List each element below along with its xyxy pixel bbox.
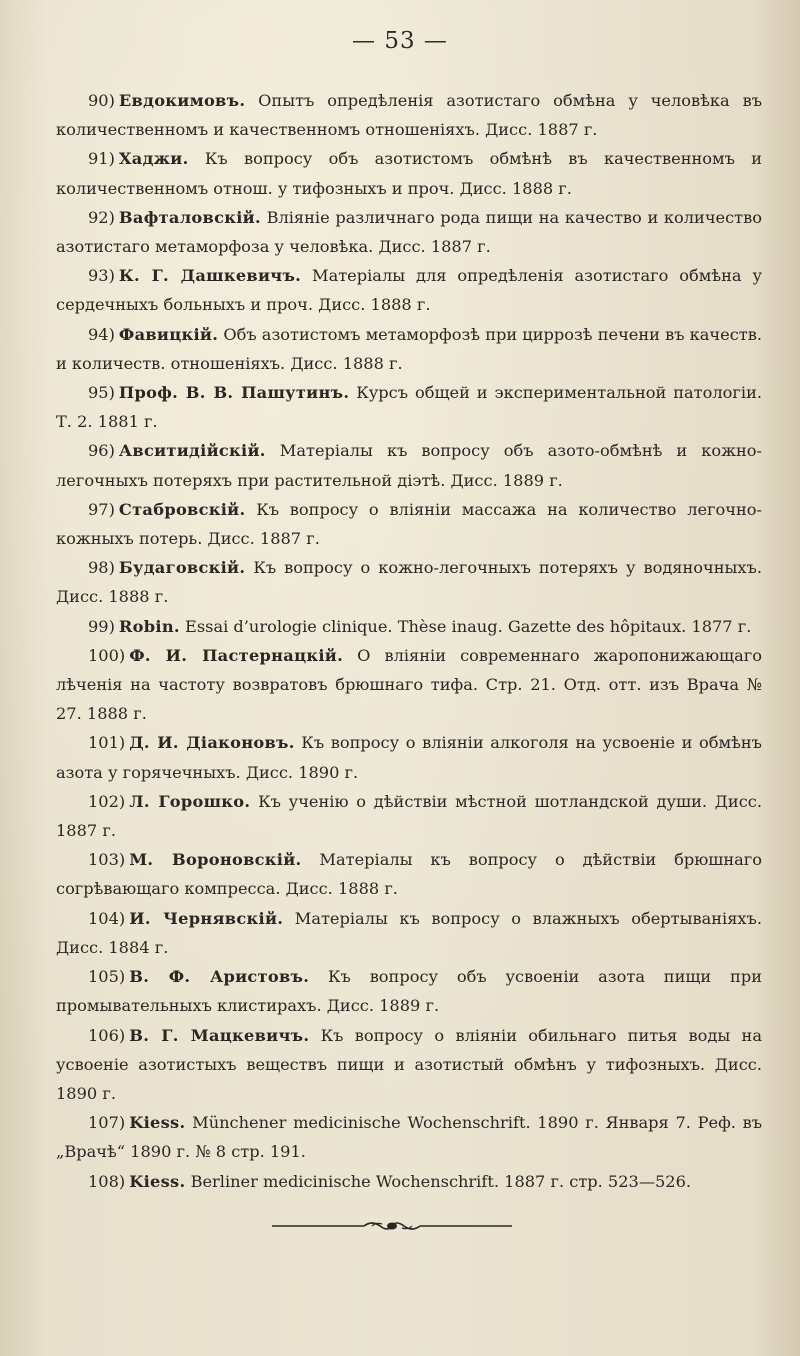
reference-entry — [56, 1167, 762, 1196]
reference-text: Къ вопросу о вліяніи алкоголя на усвоеніе и обмѣнъ азота у горячечныхъ. Дисс. 1890 г. — [56, 733, 762, 782]
reference-text: Къ вопросу о кожно-легочныхъ потеряхъ у водяночныхъ. Дисс. 1888 г. — [56, 558, 763, 607]
reference-author: Л. Горошко. — [129, 791, 251, 811]
reference-text: Матеріалы къ вопросу о влажныхъ обертываніяхъ. Дисс. 1884 г. — [56, 908, 762, 957]
reference-text: Essai d’urologie clinique. Thèse inaug. Gazette des hôpitaux. 1877 г. — [185, 616, 752, 636]
reference-author: К. Г. Дашкевичъ. — [118, 266, 302, 286]
reference-entry — [56, 1108, 762, 1166]
reference-number: 104) — [88, 908, 126, 928]
reference-text: Матеріалы для опредѣленія азотистаго обмѣна у сердечныхъ больныхъ и проч. Дисс. 1888 г. — [56, 266, 762, 315]
reference-entry — [56, 436, 762, 494]
reference-number: 91) — [88, 149, 115, 169]
reference-entry — [56, 904, 762, 962]
reference-number: 100) — [88, 645, 126, 665]
reference-number: 103) — [88, 850, 126, 870]
reference-author: Kiess. — [129, 1171, 186, 1191]
reference-number: 95) — [88, 383, 115, 403]
reference-entry — [56, 495, 762, 553]
reference-entry — [56, 728, 762, 786]
reference-entry — [56, 320, 762, 378]
reference-text: Курсъ общей и экспериментальной патологіи. Т. 2. 1881 г. — [56, 383, 763, 432]
reference-number: 96) — [88, 441, 115, 461]
reference-number: 98) — [88, 558, 115, 578]
reference-entry — [56, 144, 762, 202]
reference-entry — [56, 845, 762, 903]
reference-author: Д. И. Діаконовъ. — [129, 733, 295, 753]
reference-text: Матеріалы къ вопросу объ азото-обмѣнѣ и кожно-легочныхъ потеряхъ при растительной діэтѣ. Дисс. 1889 г. — [56, 441, 762, 490]
reference-author: И. Чернявскій. — [129, 908, 284, 928]
reference-text: Berliner medicinische Wochenschrift. 1887 г. стр. 523—526. — [190, 1171, 692, 1191]
reference-list — [56, 86, 762, 1196]
reference-author: Стабровскій. — [118, 499, 246, 519]
reference-text: Опытъ опредѣленія азотистаго обмѣна у человѣка въ количественномъ и качественномъ отношеніяхъ. Дисс. 1887 г. — [56, 91, 762, 140]
reference-text: Къ ученію о дѣйствіи мѣстной шотландской души. Дисс. 1887 г. — [56, 791, 762, 841]
reference-number: 102) — [88, 791, 126, 811]
reference-text: Матеріалы къ вопросу о дѣйствіи брюшнаго согрѣвающаго компресса. Дисс. 1888 г. — [56, 850, 763, 899]
reference-author: Robin. — [118, 616, 180, 636]
reference-entry — [56, 612, 762, 641]
reference-author: М. Вороновскій. — [129, 850, 302, 870]
reference-number: 105) — [88, 967, 126, 987]
reference-text: Къ вопросу о вліяніи массажа на количество легочно-кожныхъ потерь. Дисс. 1887 г. — [56, 499, 762, 549]
reference-entry — [56, 962, 762, 1020]
reference-entry — [56, 378, 762, 436]
reference-number: 99) — [88, 616, 115, 636]
reference-entry — [56, 86, 762, 144]
reference-author: Хаджи. — [118, 149, 189, 169]
reference-entry — [56, 641, 762, 729]
reference-text: Вліяніе различнаго рода пищи на качество и количество азотистаго метаморфоза у человѣка. Дисс. 1887 г. — [56, 207, 762, 257]
reference-text: Münchener medicinische Wochenschrift. 1890 г. Января 7. Реф. въ „Врачѣ“ 1890 г. № 8 стр. 191. — [56, 1113, 762, 1162]
reference-number: 106) — [88, 1025, 126, 1045]
reference-author: Вафталовскій. — [118, 207, 261, 227]
reference-number: 92) — [88, 207, 115, 227]
reference-entry — [56, 203, 762, 261]
reference-author: Будаговскій. — [118, 558, 246, 578]
reference-author: В. Ф. Аристовъ. — [129, 967, 310, 987]
reference-author: Фавицкій. — [118, 324, 219, 344]
page-number: — 53 — — [352, 28, 448, 54]
reference-number: 108) — [88, 1171, 126, 1191]
reference-text: Къ вопросу объ усвоеніи азота пищи при промывательныхъ клистирахъ. Дисс. 1889 г. — [56, 967, 762, 1016]
reference-entry — [56, 553, 762, 611]
end-ornament-icon — [272, 1218, 512, 1234]
reference-number: 97) — [88, 499, 115, 519]
reference-entry — [56, 787, 762, 845]
reference-number: 90) — [88, 91, 115, 110]
reference-author: Авситидійскій. — [118, 441, 266, 461]
reference-author: В. Г. Мацкевичъ. — [129, 1025, 310, 1045]
reference-entry — [56, 261, 762, 319]
reference-number: 94) — [88, 324, 115, 344]
reference-entry — [56, 1021, 762, 1109]
reference-author: Ф. И. Пастернацкій. — [129, 645, 344, 665]
reference-number: 93) — [88, 266, 115, 286]
reference-text: Къ вопросу о вліяніи обильнаго питья воды на усвоеніе азотистыхъ веществъ пищи и азотистый обмѣнъ у тифозныхъ. Дисс. 1890 г. — [56, 1025, 762, 1103]
reference-text: Объ азотистомъ метаморфозѣ при циррозѣ печени въ качеств. и количеств. отношеніяхъ. Дисс. 1888 г. — [56, 324, 762, 373]
reference-number: 107) — [88, 1113, 126, 1133]
reference-number: 101) — [88, 733, 126, 753]
reference-text: О вліяніи современнаго жаропонижающаго лѣченія на частоту возвратовъ брюшнаго тифа. Стр. 21. Отд. отт. изъ Врача № 27. 1888 г. — [56, 645, 762, 724]
reference-author: Проф. В. В. Пашутинъ. — [118, 383, 350, 403]
reference-text: Къ вопросу объ азотистомъ обмѣнѣ въ качественномъ и количественномъ отнош. у тифозныхъ и проч. Дисс. 1888 г. — [56, 149, 762, 198]
reference-author: Kiess. — [129, 1113, 186, 1133]
reference-author: Евдокимовъ. — [118, 91, 246, 110]
